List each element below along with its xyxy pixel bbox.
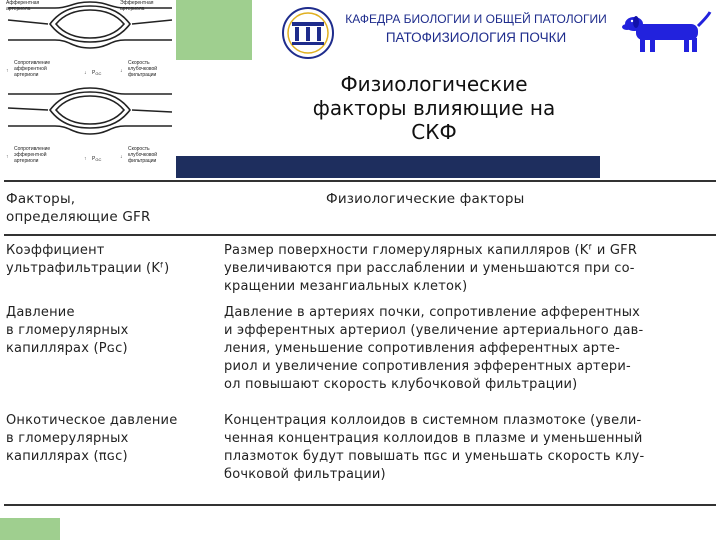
diagram-top-right-label: [120, 0, 155, 12]
diagram-top-right-line1: Эфферентная: [120, 0, 154, 6]
gfr-factors-table: [4, 180, 716, 516]
arrow-up-icon: ↑: [6, 68, 9, 74]
table-header-factors: Факторы, определяющие GFR: [6, 191, 151, 225]
dachshund-icon: [622, 10, 712, 56]
glomerulus-figure-top: [8, 2, 172, 48]
table-row-2-description: Давление в артериях почки, сопротивление афферентных и эфферентных артериол (увеличение артериального дав- ления, уменьшение сопротивления афферентных арте- риол и увеличение сопротивления эфферентных артери- ол повышают скорость клубочковой фильтрации): [224, 305, 644, 392]
table-row-1-description: Размер поверхности гломерулярных капилляров (Kᶠ и GFR увеличиваются при расслаблении и уменьшаются при со- кращении мезангиальных клеток): [224, 243, 638, 294]
table-rule: [4, 504, 716, 506]
university-logo-icon: [278, 6, 338, 60]
diagram-top-caption: [6, 60, 158, 78]
table-row-3-factor: Онкотическое давление в гломерулярных капиллярах (πɢᴄ): [6, 413, 178, 464]
diagram-top-left-label: [6, 0, 41, 12]
caption-top-right: Скорость клубочковой фильтрации: [128, 60, 158, 78]
diagram-top-left-line2: артериола: [6, 6, 31, 12]
table-header-physiological: Физиологические факторы: [326, 191, 525, 207]
table-rule: [4, 234, 716, 236]
diagram-top-right-line2: артериола: [120, 6, 145, 12]
decor-green-block-bottom: [0, 518, 60, 540]
table-rule: [4, 180, 716, 182]
arrow-up-icon: ↑: [84, 156, 87, 162]
title-underline-bar: [176, 156, 600, 178]
caption-bottom-left: Сопротивление эфферентной артериоли: [14, 146, 51, 164]
topic-name: ПАТОФИЗИОЛОГИЯ ПОЧКИ: [385, 30, 567, 45]
table-row-1-factor: Коэффициент ультрафильтрации (Kᶠ): [6, 243, 170, 276]
arrow-up-icon: ↑: [6, 154, 9, 160]
glomerulus-diagram: [0, 0, 178, 178]
slide-title: Физиологические факторы влияющие на СКФ: [312, 72, 556, 144]
decor-green-block-top: [176, 0, 252, 60]
arrow-down-icon: ↓: [120, 154, 123, 160]
arrow-down-icon: ↓: [84, 70, 87, 76]
caption-bottom-right: Скорость клубочковой фильтрации: [128, 146, 158, 164]
caption-top-mid: $P_{GC}$: [92, 70, 102, 76]
glomerulus-figure-bottom: [8, 88, 172, 134]
caption-bottom-mid: $P_{GC}$: [92, 156, 102, 162]
caption-top-left: Сопротивление афферентной артериоли: [14, 60, 51, 78]
arrow-down-icon: ↓: [120, 68, 123, 74]
diagram-bottom-caption: [6, 146, 158, 164]
diagram-top-left-line1: Афферентная: [6, 0, 40, 6]
department-name: КАФЕДРА БИОЛОГИИ И ОБЩЕЙ ПАТОЛОГИИ: [345, 12, 607, 26]
table-row-2-factor: Давление в гломерулярных капиллярах (Pɢᴄ): [6, 305, 129, 356]
table-row-3-description: Концентрация коллоидов в системном плазмотоке (увели- ченная концентрация коллоидов в плазме и уменьшенный плазмоток будут повышать πɢᴄ и уменьшать скорость клу- бочковой фильтрации): [224, 413, 645, 482]
